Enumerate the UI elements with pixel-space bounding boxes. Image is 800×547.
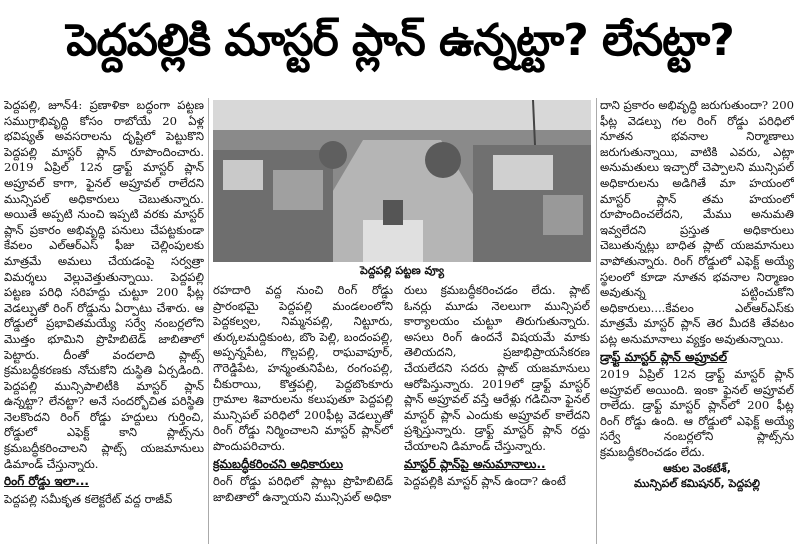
paragraph: పెద్దపల్లికి మాస్టర్ ప్లాన్ ఉందా? ఉంటే <box>404 474 566 489</box>
headline: పెద్దపల్లికి మాస్టర్ ప్లాన్ ఉన్నట్టా? లేనట్టా? <box>66 15 734 66</box>
town-photo <box>213 100 591 262</box>
paragraph: 2019 ఏప్రిల్ 12న డ్రాఫ్ట్ మాస్టర్ ప్లాన్ అప్రూవల్ అయింది. ఇంకా ఫైనల్ అప్రూవల్ రాలేదు. డ్రాఫ్ట్ మాస్టర్ ప్లాన్‌లో 200 ఫీట్ల రింగ్ రోడ్డు ఉంది. ఆ రోడ్డులో ఎఫెక్ట్ అయ్యే సర్వే నంబర్లలోని ప్లాట్స్‌ను క్రమబద్ధీకరించడం లేదు. <box>600 367 794 460</box>
signature-name: ఆకుల వెంకటేశ్, <box>663 461 731 475</box>
paragraph: పెద్దపల్లి సమీకృత కలెక్టరేట్ వద్ద రాజీవ్ <box>4 491 173 506</box>
paragraph: రింగ్ రోడ్డు పరిధిలో ప్లాట్లు ప్రొహిబిటెడ్ జాబితాలో ఉన్నాయని మున్సిపల్ అధికా <box>213 474 393 504</box>
subheading: మాస్టర్ ప్లాన్‌పై అనుమానాలు.. <box>404 456 546 471</box>
paragraph: రులు క్రమబద్ధీకరించడం లేదు. ప్లాట్ ఓనర్లు మూడు నెలలుగా మున్సిపల్ కార్యాలయం చుట్టూ తిరుగుతున్నారు. అసలు రింగ్ ఉందనే విషయమే మాకు తెలియదని, ప్రజాభిప్రాయసేకరణ చేయలేదని సదరు ప్లాట్ యజమానులు ఆరోపిస్తున్నారు. 2019లో డ్రాఫ్ట్ మాస్టర్ ప్లాన్ అప్రూవల్ వస్తే ఆరేళ్లు గడిచినా ఫైనల్ మాస్టర్ ప్లాన్ ఎందుకు అప్రూవల్ కాలేదని ప్రశ్నిస్తున్నారు. డ్రాఫ్ట్ మాస్టర్ ప్లాన్ రద్దు చేయాలని డిమాండ్ చేస్తున్నారు. <box>404 283 590 453</box>
subheading: రింగ్ రోడ్డు ఇలా... <box>4 474 89 489</box>
photo-caption: పెద్దపల్లి పట్టణ వ్యూ <box>360 264 444 277</box>
street-scene-image <box>213 100 591 262</box>
article-column-4 <box>600 98 794 542</box>
paragraph: దాని ప్రకారం అభివృద్ధి జరుగుతుందా? 200 ఫీట్ల వెడల్పు గల రింగ్ రోడ్డు పరిధిలో నూతన భవనాల నిర్మాణాలు జరుగుతున్నాయి, వాటికి ఎవరు, ఎట్లా అనుమతులు ఇచ్చారో చెప్పాలని మున్సిపల్ అధికారులను అడిగితే మా హయంలో మాస్టర్ ప్లాన్ తమ హయంలో రూపొందించలేదని, మేము అనుమతి ఇవ్వలేదని ప్రస్తుత అధికారులు చెబుతున్నట్లు బాధిత ప్లాట్ యజమానులు వాపోతున్నారు. రింగ్ రోడ్డులో ఎఫెక్ట్ అయ్యే స్థలంలో కూడా నూతన భవనాల నిర్మాణం అవుతున్న పట్టించుకోని అధికారులు....కేవలం ఎల్ఆర్ఎస్‌కు మాత్రమే మాస్టర్ ప్లాన్ తెర మీదకి తేవటం పట్ల అనుమానాలు వ్యక్తం అవుతున్నాయి. <box>600 98 794 346</box>
paragraph: పెద్దపల్లి, జూన్4: ప్రణాళికా బద్ధంగా పట్టణ సముగ్రాభివృద్ధి కోసం రాబోయే 20 ఏళ్ల భవిష్యత్ అవసరాలను దృష్టిలో పెట్టుకొని పెద్దపల్లి మాస్టర్ ప్లాన్ రూపొందించారు. 2019 ఏప్రిల్ 12న డ్రాఫ్ట్ మాస్టర్ ప్లాన్ అప్రూవల్ కాగా, ఫైనల్ అప్రూవల్ రాలేదని మున్సిపల్ అధికారులు చెబుతున్నారు. అయితే అప్పటి నుంచి ఇప్పటి వరకు మాస్టర్ ప్లాన్ ప్రకారం అభివృద్ధి పనులు చేపట్టకుండా కేవలం ఎల్ఆర్ఎస్ ఫీజు చెల్లింపులకు మాత్రమే అమలు చేయడంపై సర్వత్రా విమర్శలు వెల్లువెత్తుతున్నాయి. పెద్దపల్లి పట్టణ పరిధి సరిహద్దు చుట్టూ 200 ఫీట్ల వెడల్పుతో రింగ్ రోడ్డును ఏర్పాటు చేశారు. ఆ రోడ్డులో ప్రభావితమయ్యే సర్వే నంబర్లలోని మొత్తం భూమిని ప్రొహిబిటెడ్ జాబితాలో పెట్టారు. దీంతో వందలాది ప్లాట్స్ క్రమబద్ధీకరణకు నోచుకోని దుస్థితి ఏర్పడింది. పెద్దపల్లి మున్సిపాలిటీకి మాస్టర్ ప్లాన్ ఉన్నట్టా? లేనట్టా? అనే సందర్భోచిత పరిస్థితి నెలకొందని రింగ్ రోడ్డు హద్దులు గుర్తించి, రోడ్డులో ఎఫెక్ట్ కాని ప్లాట్స్‌ను క్రమబద్ధీకరించాలని ప్లాట్స్ యజమానులు డిమాండ్ చేస్తున్నారు. <box>4 98 204 471</box>
column-divider <box>208 98 209 544</box>
paragraph: రహదారి వద్ద నుంచి రింగ్ రోడ్డు ప్రారంభమై పెద్దపల్లి మండలంలోని పెద్దకల్వల, నిమ్మనపల్లి, నిట్టూరు, తుర్కలమద్దికుంట, బొం పెల్లి, బందంపల్లి, అప్పన్నపేట, గొల్లపల్లి, రాఘవాపూర్, గౌరెడ్డిపేట, హన్మంతునిపేట, రంగంపల్లి, చీకురాయి, కొత్తపల్లి, పెద్దబొంకూరు గ్రామాల శివారులను కలుపుతూ పెద్దపల్లి మున్సిపల్ పరిధిలో 200ఫీట్ల వెడల్పుతో రింగ్ రోడ్డు నిర్మించాలని మాస్టర్ ప్లాన్‌లో పొందుపరిచారు. <box>213 283 393 453</box>
article-column-2 <box>213 283 393 543</box>
subheading: క్రమబద్ధీకరించని అధికారులు <box>213 456 344 471</box>
signature-title: మున్సిపల్ కమిషనర్, పెద్దపల్లి <box>634 477 760 491</box>
article-column-1 <box>4 98 204 542</box>
article-column-3 <box>404 283 590 543</box>
subheading: డ్రాఫ్ట్ మాస్టర్ ప్లాన్ అప్రూవల్ <box>600 349 727 364</box>
column-divider <box>596 98 597 544</box>
